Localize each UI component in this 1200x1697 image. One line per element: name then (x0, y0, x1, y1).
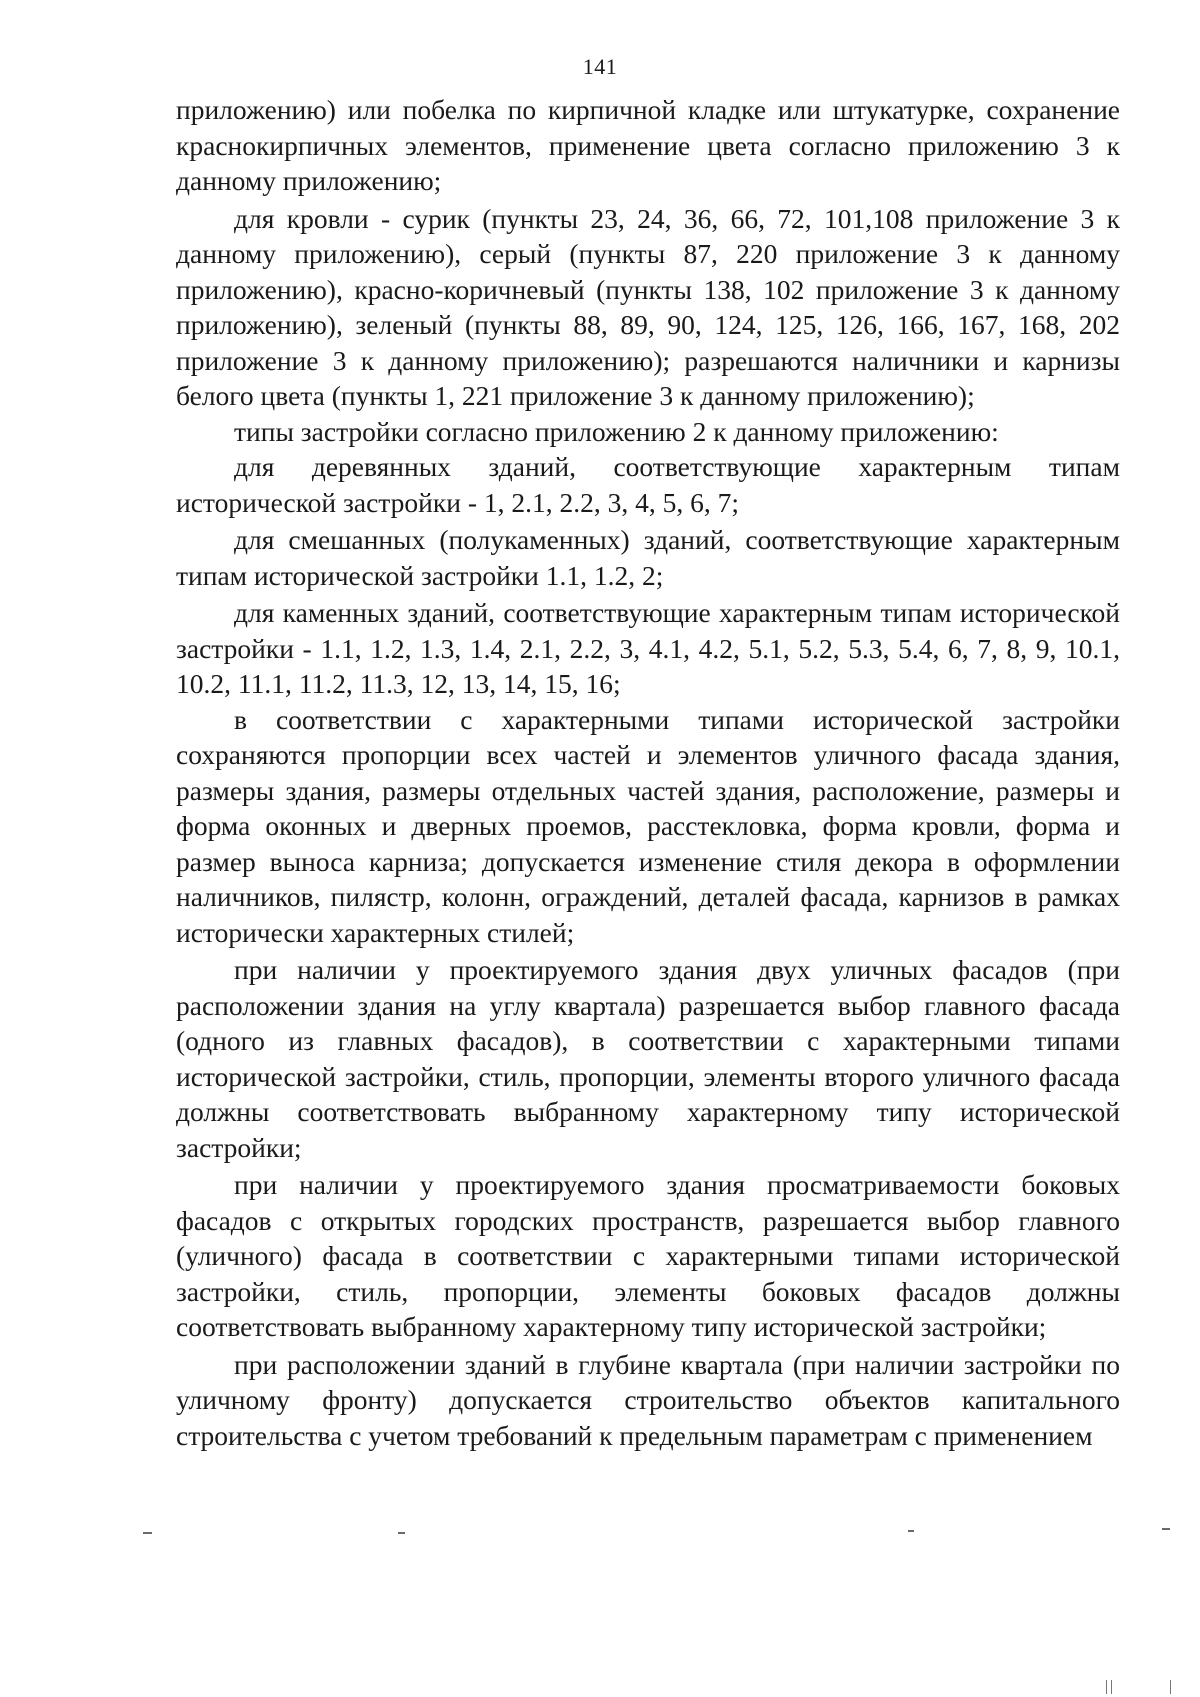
page-number: 141 (582, 54, 618, 79)
paragraph: для смешанных (полукаменных) зданий, соответствующие характерным типам исторической застройки 1.1, 1.2, 2; (176, 524, 1120, 591)
scan-mark (398, 1532, 405, 1534)
scan-mark (143, 1532, 152, 1534)
crop-mark (1111, 1680, 1112, 1694)
crop-mark (1106, 1680, 1107, 1694)
paragraph: в соответствии с характерными типами исторической застройки сохраняются пропорции всех частей и элементов уличного фасада здания, размеры здания, размеры отдельных частей здания, расположение, размеры и форма оконных и дверных проемов, расстекловка, форма кровли, форма и размер выноса карниза; допускается изменение стиля декора в оформлении наличников, пилястр, колонн, ограждений, деталей фасада, карнизов в рамках исторически характерных стилей; (176, 703, 1120, 948)
document-body (176, 92, 1120, 1453)
paragraph: для каменных зданий, соответствующие характерным типам исторической застройки - 1.1, 1.2, 1.3, 1.4, 2.1, 2.2, 3, 4.1, 4.2, 5.1, 5.2, 5.3, 5.4, 6, 7, 8, 9, 10.1, 10.2, 11.1, 11.2, 11.3, 12, 13, 14, 15, 16; (176, 597, 1120, 699)
paragraph: при наличии у проектируемого здания просматриваемости боковых фасадов с открытых городских пространств, разрешается выбор главного (уличного) фасада в соответствии с характерными типами исторической застройки, стиль, пропорции, элементы боковых фасадов должны соответствовать выбранному характерному типу исторической застройки; (176, 1169, 1120, 1342)
crop-mark (1170, 1680, 1171, 1694)
paragraph: при наличии у проектируемого здания двух уличных фасадов (при расположении здания на углу квартала) разрешается выбор главного фасада (одного из главных фасадов), в соответствии с характерными типами исторической застройки, стиль, пропорции, элементы второго уличного фасада должны соответствовать выбранному характерному типу исторической застройки; (176, 954, 1120, 1163)
paragraph: при расположении зданий в глубине квартала (при наличии застройки по уличному фронту) допускается строительство объектов капитального строительства с учетом требований к предельным параметрам с применением (176, 1348, 1120, 1451)
paragraph: типы застройки согласно приложению 2 к данному приложению: (234, 415, 999, 447)
paragraph: приложению) или побелка по кирпичной кладке или штукатурке, сохранение краснокирпичных элементов, применение цвета согласно приложению 3 к данному приложению; (176, 94, 1120, 196)
scan-mark (908, 1530, 914, 1532)
paragraph: для кровли - сурик (пункты 23, 24, 36, 66, 72, 101,108 приложение 3 к данному приложению), серый (пункты 87, 220 приложение 3 к данному приложению), красно-коричневый (пункты 138, 102 приложение 3 к данному приложению), зеленый (пункты 88, 89, 90, 124, 125, 126, 166, 167, 168, 202 приложение 3 к данному приложению); разрешаются наличники и карнизы белого цвета (пункты 1, 221 приложение 3 к данному приложению); (176, 202, 1120, 411)
paragraph: для деревянных зданий, соответствующие характерным типам исторической застройки - 1, 2.1, 2.2, 3, 4, 5, 6, 7; (176, 451, 1120, 518)
scan-mark (1162, 1528, 1170, 1530)
